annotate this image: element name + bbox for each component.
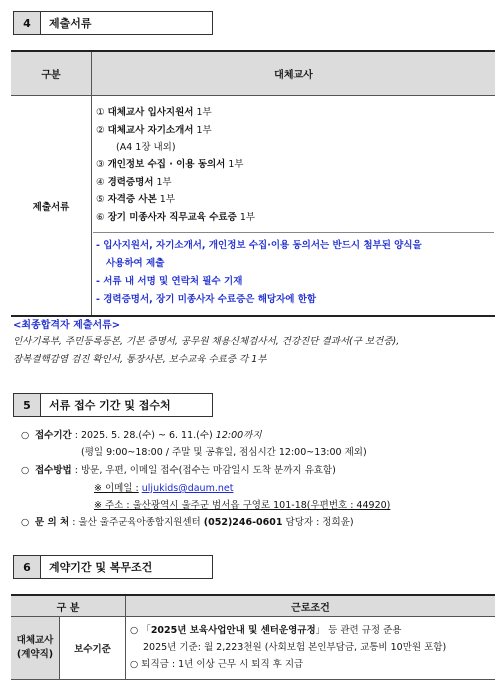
section-4-header (13, 11, 213, 35)
final-documents-line: 잠복결핵감염 검진 확인서, 통장사본, 보수교육 수료증 각 1부 (13, 354, 267, 365)
email-link[interactable]: uljukids@daum.net (141, 483, 234, 494)
column-header-role: 대체교사 (92, 51, 496, 96)
section-number: 4 (13, 11, 41, 35)
note-line: 사용하여 제출 (106, 258, 165, 269)
list-item: ⑥ 장기 미종사자 직무교육 수료증 1부 (96, 211, 256, 223)
column-header-category: 구 분 (11, 595, 126, 617)
condition-line: ○ 「2025년 보육사업안내 및 센터운영규정」 등 관련 규정 준용 (130, 625, 402, 636)
notes-box (93, 232, 494, 314)
final-documents-text (13, 333, 497, 369)
list-item-note: (A4 1장 내외) (116, 142, 176, 153)
final-documents-line: 인사기록부, 주민등록등본, 기본 증명서, 공무원 채용신체검사서, 건강진단 결과서(구 보건증), (13, 336, 400, 347)
list-item: ⑤ 자격증 사본 1부 (96, 194, 176, 205)
documents-list-cell (92, 96, 496, 317)
application-period-note: (평일 9:00~18:00 / 주말 및 공휴일, 점심시간 12:00~13:00 제외) (81, 447, 367, 458)
list-item: ④ 경력증명서 1부 (96, 176, 172, 188)
note-line: - 경력증명서, 장기 미종사자 수료증은 해당자에 한함 (96, 294, 317, 305)
address-line: ※ 주소 : 울산광역시 울주군 범서읍 구영로 101-18(우편번호 : 44920) (94, 500, 391, 511)
column-header-conditions: 근로조건 (126, 595, 496, 617)
note-line: - 서류 내 서명 및 연락처 필수 기재 (96, 276, 243, 287)
note-line: - 입사지원서, 자기소개서, 개인정보 수집·이용 동의서는 반드시 첨부된 양식을 (96, 240, 422, 251)
conditions-cell (126, 617, 496, 680)
section-title: 계약기간 및 복무조건 (41, 555, 213, 579)
contract-table (11, 594, 495, 680)
row-sub-label: 보수기준 (60, 617, 126, 680)
section-6-header (13, 555, 213, 579)
final-documents-title: <최종합격자 제출서류> (13, 320, 121, 331)
column-header-category: 구분 (11, 51, 92, 96)
condition-line: ○ 퇴직금 : 1년 이상 근무 시 퇴직 후 지급 (130, 659, 304, 670)
section-title: 제출서류 (41, 11, 213, 35)
email-line: ※ 이메일 : uljukids@daum.net (94, 483, 234, 494)
application-method: ○ 접수방법 : 방문, 우편, 이메일 접수(접수는 마감일시 도착 분까지 유효함) (21, 465, 336, 476)
row-label: 대체교사 (계약직) (11, 617, 60, 680)
contact-info: ○ 문 의 처 : 울산 울주군육아종합지원센터 (052)246-0601 담당자 : 정희윤) (21, 517, 354, 528)
condition-line: 2025년 기준: 월 2,223천원 (사회보험 본인부담금, 교통비 10만원 포함) (143, 642, 447, 653)
list-item: ③ 개인정보 수집 · 이용 동의서 1부 (96, 159, 244, 170)
section-number: 5 (13, 393, 41, 417)
documents-table (11, 50, 495, 317)
section-5-header (13, 393, 213, 417)
row-label: 제출서류 (11, 96, 92, 317)
list-item: ① 대체교사 입사지원서 1부 (96, 107, 212, 118)
section-title: 서류 접수 기간 및 접수처 (41, 393, 213, 417)
application-period: ○ 접수기간 : 2025. 5. 28.(수) ~ 6. 11.(수) 12:00까지 (21, 430, 262, 441)
section-number: 6 (13, 555, 41, 579)
list-item: ② 대체교사 자기소개서 1부 (96, 124, 212, 136)
